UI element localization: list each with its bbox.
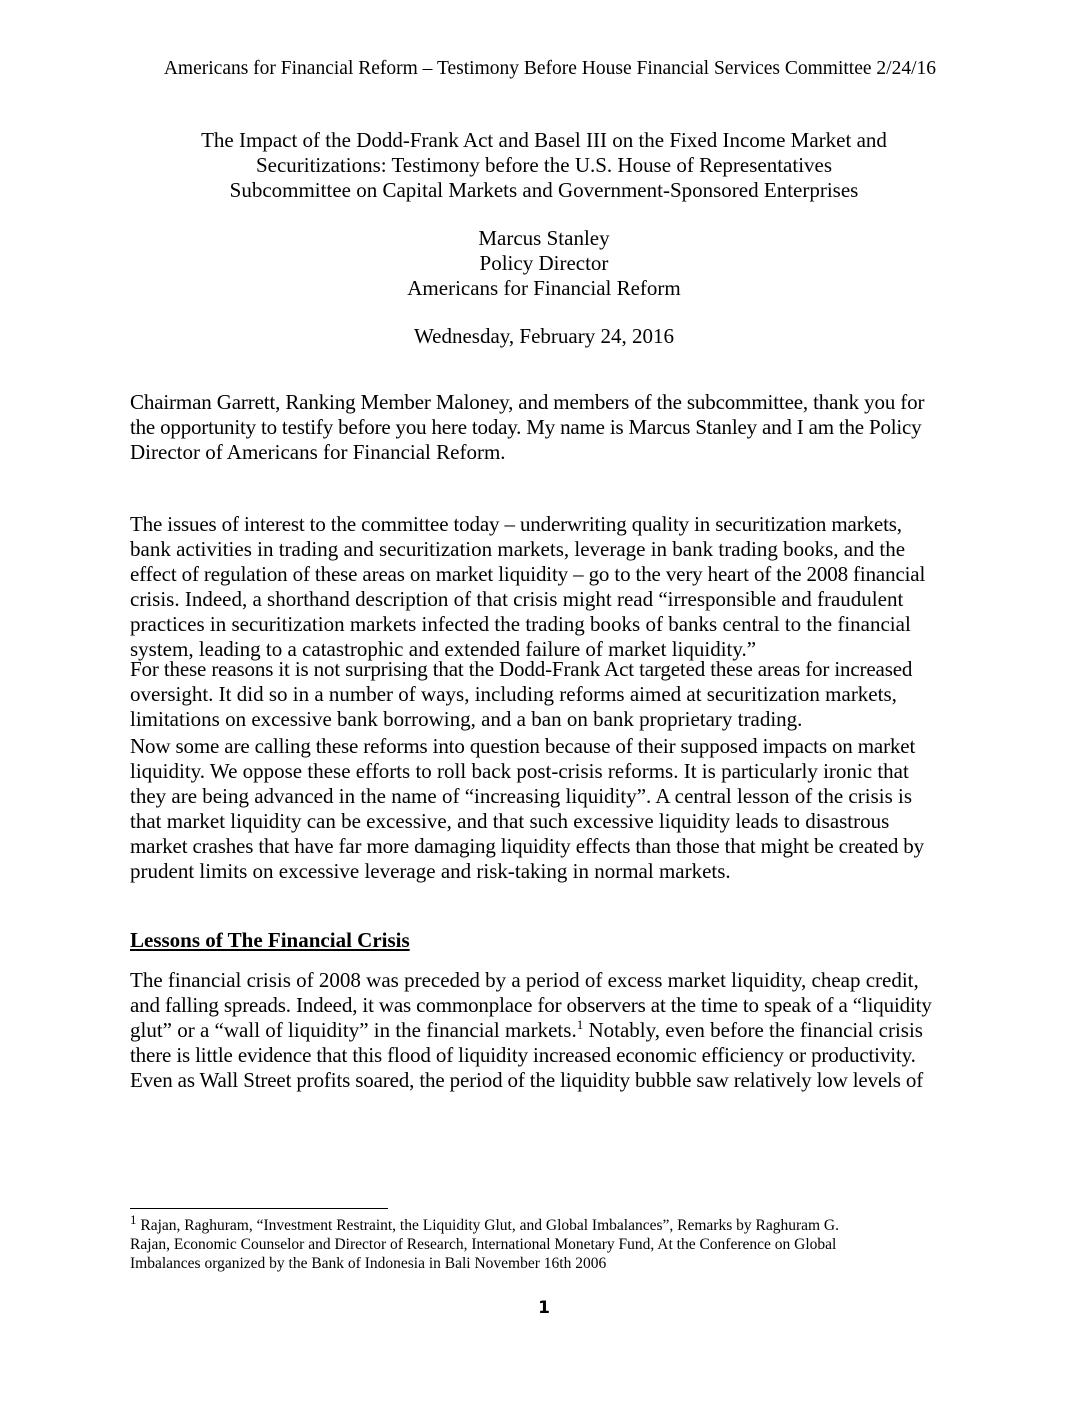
paragraph-line: that market liquidity can be excessive, and that such excessive liquidity leads to disastrous — [130, 809, 890, 833]
paragraph-line: limitations on excessive bank borrowing, and a ban on bank proprietary trading. — [130, 707, 803, 731]
paragraph-line: The issues of interest to the committee today – underwriting quality in securitization markets, — [130, 512, 902, 536]
title-line: Subcommittee on Capital Markets and Government-Sponsored Enterprises — [229, 178, 859, 202]
paragraph-line: oversight. It did so in a number of ways, including reforms aimed at securitization markets, — [130, 682, 897, 706]
paragraph-line: there is little evidence that this flood of liquidity increased economic efficiency or productivity. — [130, 1043, 916, 1067]
paragraph-line: and falling spreads. Indeed, it was commonplace for observers at the time to speak of a “liquidity — [130, 993, 932, 1017]
paragraph-line: Director of Americans for Financial Reform. — [130, 440, 506, 464]
paragraph-line: system, leading to a catastrophic and extended failure of market liquidity.” — [130, 637, 757, 661]
testimony-date: Wednesday, February 24, 2016 — [414, 324, 674, 348]
paragraph-reasons — [130, 657, 960, 732]
footnote-reference[interactable]: 1 — [576, 1017, 584, 1032]
paragraph-line: Now some are calling these reforms into question because of their supposed impacts on market — [130, 734, 916, 758]
author-organization: Americans for Financial Reform — [407, 276, 681, 300]
paragraph-line: bank activities in trading and securitization markets, leverage in bank trading books, and the — [130, 537, 906, 561]
line-text: glut” or a “wall of liquidity” in the financial markets. — [130, 1018, 577, 1042]
paragraph-intro — [130, 390, 960, 465]
paragraph-line: the opportunity to testify before you here today. My name is Marcus Stanley and I am the Policy — [130, 415, 922, 439]
paragraph-line: liquidity. We oppose these efforts to roll back post-crisis reforms. It is particularly ironic that — [130, 759, 909, 783]
footnote — [130, 1211, 960, 1273]
paragraph-line: The financial crisis of 2008 was preceded by a period of excess market liquidity, cheap credit, — [130, 968, 919, 992]
paragraph-line: market crashes that have far more damaging liquidity effects than those that might be created by — [130, 834, 925, 858]
title-line: Securitizations: Testimony before the U.S. House of Representatives — [255, 153, 833, 177]
paragraph-line: effect of regulation of these areas on market liquidity – go to the very heart of the 2008 financial — [130, 562, 926, 586]
paragraph-rollback — [130, 734, 960, 884]
paragraph-lessons — [130, 968, 960, 1093]
paragraph-line: Chairman Garrett, Ranking Member Maloney, and members of the subcommittee, thank you for — [130, 390, 925, 414]
author-block — [0, 226, 1088, 301]
paragraph-line: they are being advanced in the name of “increasing liquidity”. A central lesson of the crisis is — [130, 784, 913, 808]
section-heading: Lessons of The Financial Crisis — [130, 928, 410, 952]
footnote-line: Imbalances organized by the Bank of Indonesia in Bali November 16th 2006 — [130, 1255, 607, 1272]
paragraph-line: For these reasons it is not surprising that the Dodd-Frank Act targeted these areas for increased — [130, 657, 913, 681]
footnote-line — [130, 1211, 960, 1235]
author-name: Marcus Stanley — [478, 226, 610, 250]
footnote-marker: 1 — [130, 1211, 137, 1227]
footnote-line: Rajan, Economic Counselor and Director of Research, International Monetary Fund, At the Conference on Global — [130, 1236, 837, 1253]
title-line: The Impact of the Dodd-Frank Act and Basel III on the Fixed Income Market and — [201, 128, 887, 152]
paragraph-line — [130, 1018, 960, 1043]
paragraph-line: practices in securitization markets infected the trading books of banks central to the financial — [130, 612, 911, 636]
paragraph-line: Even as Wall Street profits soared, the period of the liquidity bubble saw relatively low levels of — [130, 1068, 924, 1092]
page-number: 1 — [538, 1298, 550, 1318]
line-text: Notably, even before the financial crisis — [583, 1018, 923, 1042]
author-role: Policy Director — [479, 251, 609, 275]
document-title — [0, 128, 1088, 203]
footnote-divider — [130, 1208, 388, 1209]
footnote-text: Rajan, Raghuram, “Investment Restraint, the Liquidity Glut, and Global Imbalances”, Remarks by Raghuram G. — [136, 1217, 839, 1234]
paragraph-line: prudent limits on excessive leverage and risk-taking in normal markets. — [130, 859, 731, 883]
running-header: Americans for Financial Reform – Testimony Before House Financial Services Committee 2/24/16 — [163, 58, 936, 79]
paragraph-issues — [130, 512, 960, 662]
paragraph-line: crisis. Indeed, a shorthand description of that crisis might read “irresponsible and fraudulent — [130, 587, 904, 611]
